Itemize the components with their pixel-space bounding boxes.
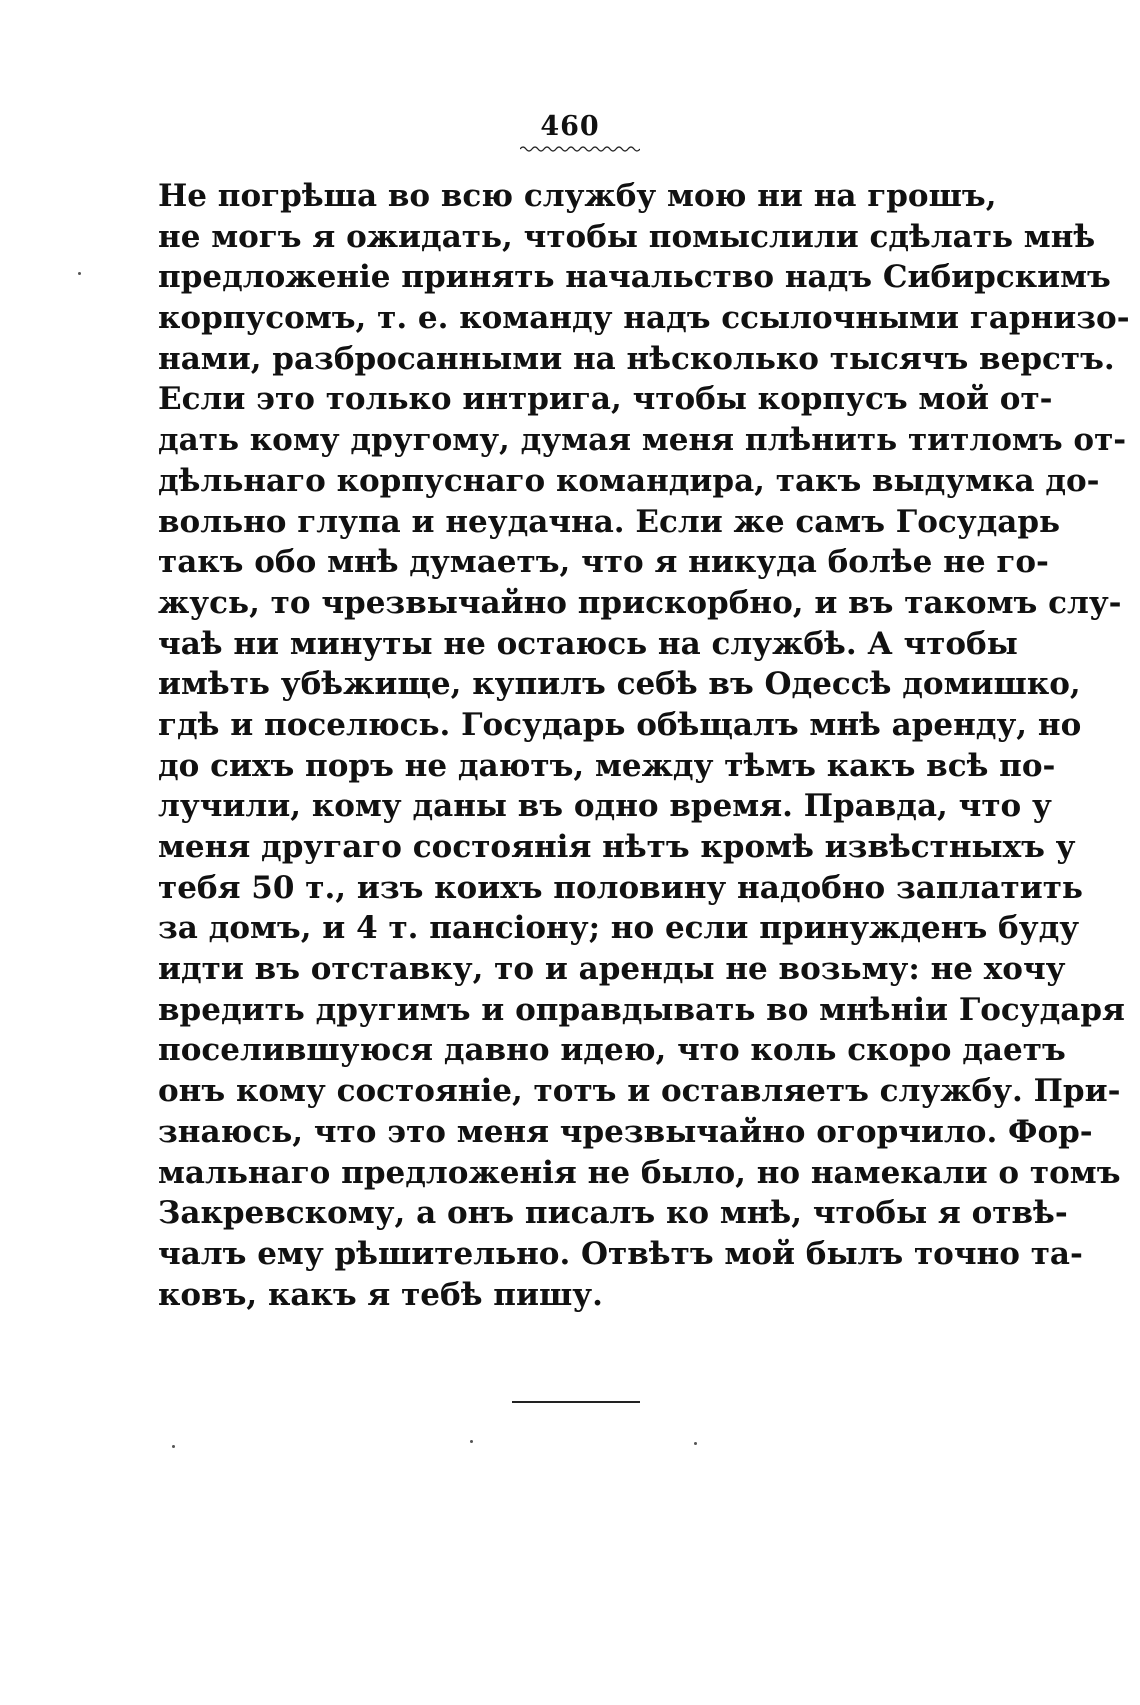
text-line: дать кому другому, думая меня плѣнить титломъ от-: [158, 422, 1127, 459]
text-line: до сихъ поръ не даютъ, между тѣмъ какъ всѣ по-: [158, 747, 1056, 784]
text-line: чалъ ему рѣшительно. Отвѣтъ мой былъ точно та-: [158, 1235, 1083, 1272]
text-line: меня другаго состоянія нѣтъ кромѣ извѣстныхъ у: [158, 829, 1076, 865]
text-line: Закревскому, а онъ писалъ ко мнѣ, чтобы я отвѣ-: [158, 1195, 1068, 1232]
body-text: [158, 176, 1130, 1315]
text-line: за домъ, и 4 т. пансіону; но если принужденъ буду: [158, 910, 1080, 947]
text-line: тебя 50 т., изъ коихъ половину надобно заплатить: [158, 869, 1083, 906]
page-number: 460: [540, 111, 600, 142]
text-line: поселившуюся давно идею, что коль скоро даетъ: [158, 1032, 1066, 1069]
text-line: Не погрѣша во всю службу мою ни на грошъ,: [158, 178, 997, 214]
paper-speck: [694, 1442, 697, 1445]
text-line: чаѣ ни минуты не остаюсь на службѣ. А чтобы: [158, 625, 1018, 662]
text-line: лучили, кому даны въ одно время. Правда, что у: [158, 788, 1052, 825]
text-line: дѣльнаго корпуснаго командира, такъ выдумка до-: [158, 462, 1100, 499]
text-line: Если это только интрига, чтобы корпусъ мой от-: [158, 381, 1053, 418]
text-line: идти въ отставку, то и аренды не возьму: не хочу: [158, 951, 1066, 988]
paper-speck: [78, 272, 81, 275]
text-line-last: ковъ, какъ я тебѣ пишу.: [158, 1276, 603, 1313]
text-line: вредить другимъ и оправдывать во мнѣніи Государя: [158, 991, 1125, 1028]
text-line: не могъ я ожидать, чтобы помыслили сдѣлать мнѣ: [158, 218, 1096, 255]
text-line: такъ обо мнѣ думаетъ, что я никуда болѣе не го-: [158, 544, 1049, 581]
text-line: имѣть убѣжище, купилъ себѣ въ Одессѣ домишко,: [158, 666, 1081, 703]
paper-speck: [470, 1440, 473, 1443]
text-line: мальнаго предложенія не было, но намекали о томъ: [158, 1154, 1121, 1191]
text-line: предложеніе принять начальство надъ Сибирскимъ: [158, 259, 1111, 296]
text-line: онъ кому состояніе, тотъ и оставляетъ службу. При-: [158, 1073, 1121, 1110]
end-rule: [512, 1400, 640, 1404]
text-line: корпусомъ, т. е. команду надъ ссылочными гарнизо-: [158, 300, 1130, 337]
text-line: знаюсь, что это меня чрезвычайно огорчило. Фор-: [158, 1113, 1093, 1150]
paper-speck: [172, 1445, 175, 1448]
text-line: нами, разбросанными на нѣсколько тысячъ верстъ.: [158, 340, 1115, 377]
page-number-ornament: [520, 144, 640, 152]
text-line: вольно глупа и неудачна. Если же самъ Государь: [158, 503, 1061, 540]
text-line: жусь, то чрезвычайно прискорбно, и въ такомъ слу-: [158, 584, 1122, 621]
text-line: гдѣ и поселюсь. Государь обѣщалъ мнѣ аренду, но: [158, 706, 1082, 743]
